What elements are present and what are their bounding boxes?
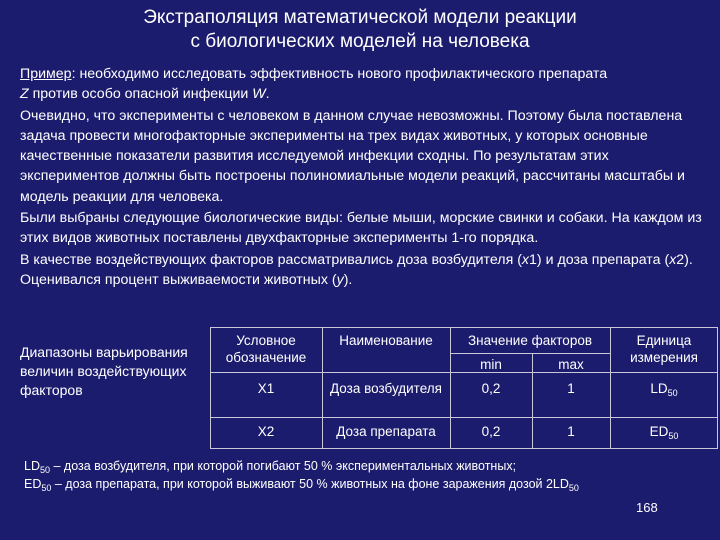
footnote-ld-text: – доза возбудителя, при которой погибают 50 % экспериментальных животных; bbox=[50, 459, 517, 473]
factors-text-d: ). bbox=[343, 271, 353, 288]
paragraph-factors bbox=[20, 250, 710, 291]
row1-symbol: X1 bbox=[257, 381, 275, 396]
factors-text-b: 1) и доза препарата ( bbox=[529, 251, 670, 268]
table-col-line-2 bbox=[450, 327, 451, 448]
example-label: Пример bbox=[20, 66, 72, 82]
header-unit: Единица измерения bbox=[630, 333, 698, 365]
row2-unit-base: ED bbox=[649, 424, 669, 439]
header-symbol: Условное обозначение bbox=[225, 333, 307, 365]
header-name: Наименование bbox=[339, 333, 433, 348]
footnote-ed-base: ED bbox=[24, 477, 42, 491]
footnote-ld-sub: 50 bbox=[39, 465, 50, 475]
example-text: : необходимо исследовать эффективность нового профилактического препарата bbox=[71, 66, 608, 82]
row1-max: 1 bbox=[567, 381, 575, 396]
row1-name: Доза возбудителя bbox=[330, 381, 442, 396]
table-line-row1 bbox=[210, 417, 718, 418]
paragraph-obvious: Очевидно, что эксперименты с человеком в данном случае невозможны. Поэтому была поставлена задача провести многофакторные эксперименты на трех видах животных, у которых основные качественные показатели развития исследуемой инфекции сходны. По результатам этих экспериментов должны быть построены полиномиальные модели реакций, рассчитаны масштабы и модель реакции для человека. bbox=[20, 107, 685, 205]
footnote-ed-end-sub: 50 bbox=[568, 483, 579, 493]
var-x1: х bbox=[521, 251, 530, 268]
var-w: W bbox=[252, 86, 266, 103]
var-y: у bbox=[336, 271, 344, 288]
footnote-ld50 bbox=[24, 458, 516, 478]
header-values: Значение факторов bbox=[467, 333, 593, 348]
footnote-ld-base: LD bbox=[24, 459, 40, 473]
row1-min: 0,2 bbox=[481, 381, 501, 396]
header-max: max bbox=[558, 357, 584, 372]
paragraph-species: Были выбраны следующие биологические виды: белые мыши, морские свинки и собаки. На каждом из этих видов животных поставлены двухфакторные эксперименты 1-го порядка. bbox=[20, 210, 702, 247]
row2-unit bbox=[612, 423, 716, 445]
table-col-line-5 bbox=[717, 327, 718, 448]
factors-text-c: 2). Оценивался процент выживаемости животных ( bbox=[20, 251, 693, 288]
page-number: 168 bbox=[636, 500, 658, 515]
paragraph-example bbox=[20, 64, 710, 105]
example-text-end: . bbox=[265, 86, 270, 103]
table-line-bottom bbox=[210, 448, 718, 449]
slide-title bbox=[0, 6, 720, 54]
title-line-1: Экстраполяция математической модели реакции bbox=[143, 7, 577, 28]
footnote-ed-text: – доза препарата, при которой выживают 50 % животных на фоне заражения дозой 2LD bbox=[51, 477, 569, 491]
table-line-top bbox=[210, 327, 718, 328]
body-text bbox=[20, 64, 710, 291]
row1-unit bbox=[612, 380, 716, 402]
footnote-ed50 bbox=[24, 476, 579, 496]
row2-symbol: X2 bbox=[257, 424, 275, 439]
header-min: min bbox=[480, 357, 502, 372]
table-col-line-0 bbox=[210, 327, 211, 448]
table-col-line-3 bbox=[532, 353, 533, 448]
table-line-minmax bbox=[450, 353, 610, 354]
title-line-2: с биологических моделей на человека bbox=[190, 31, 530, 52]
table-col-line-4 bbox=[610, 327, 611, 448]
row2-max: 1 bbox=[567, 424, 575, 439]
var-x2: х bbox=[669, 251, 677, 268]
row2-unit-sub: 50 bbox=[668, 431, 679, 441]
footnote-ed-sub: 50 bbox=[41, 483, 52, 493]
var-z: Z bbox=[20, 86, 29, 103]
example-text-mid: против особо опасной инфекции bbox=[28, 86, 253, 103]
row1-unit-base: LD bbox=[650, 381, 668, 396]
ranges-label: Диапазоны варьирования величин воздействующих факторов bbox=[20, 344, 188, 398]
row2-name: Доза препарата bbox=[336, 424, 436, 439]
table-col-line-1 bbox=[322, 327, 323, 448]
row1-unit-sub: 50 bbox=[667, 388, 678, 398]
factors-text-a: В качестве воздействующих факторов рассматривались доза возбудителя ( bbox=[20, 251, 522, 268]
row2-min: 0,2 bbox=[481, 424, 501, 439]
